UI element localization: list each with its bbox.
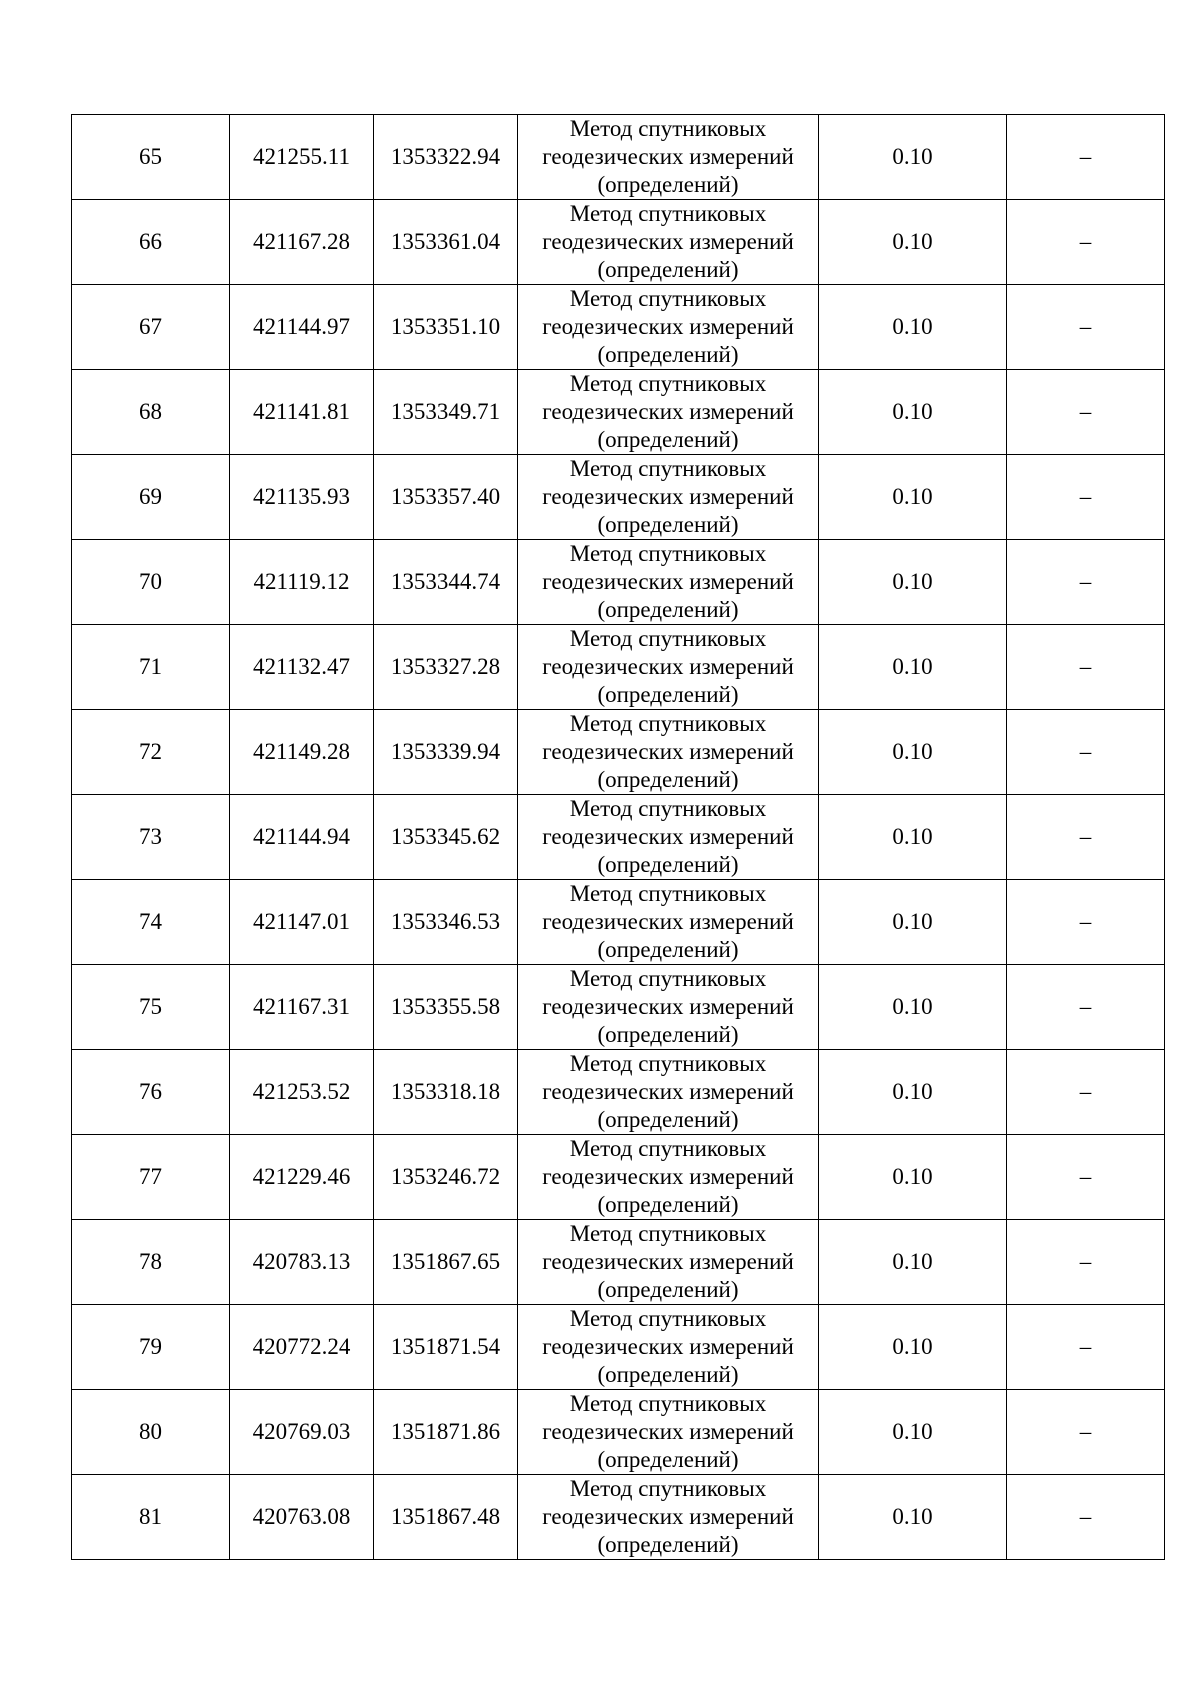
point-number-cell: 74 (72, 880, 230, 965)
method-line: геодезических измерений (542, 314, 794, 339)
note-cell: – (1007, 115, 1165, 200)
x-coordinate-cell: 421135.93 (230, 455, 374, 540)
accuracy-cell: 0.10 (819, 200, 1007, 285)
point-number-cell: 81 (72, 1475, 230, 1560)
point-number-cell: 79 (72, 1305, 230, 1390)
accuracy-cell: 0.10 (819, 1390, 1007, 1475)
table-row (72, 880, 1165, 965)
point-number-cell: 68 (72, 370, 230, 455)
y-coordinate-cell: 1353318.18 (374, 1050, 518, 1135)
method-cell (518, 880, 819, 965)
method-line: Метод спутниковых (569, 286, 767, 311)
method-line: геодезических измерений (542, 399, 794, 424)
note-cell: – (1007, 710, 1165, 795)
method-cell (518, 795, 819, 880)
method-cell (518, 1305, 819, 1390)
note-cell: – (1007, 370, 1165, 455)
method-cell (518, 115, 819, 200)
method-line: геодезических измерений (542, 1504, 794, 1529)
method-line: Метод спутниковых (569, 711, 767, 736)
y-coordinate-cell: 1353339.94 (374, 710, 518, 795)
method-line: Метод спутниковых (569, 626, 767, 651)
coordinates-table (71, 114, 1165, 1560)
note-cell: – (1007, 1305, 1165, 1390)
accuracy-cell: 0.10 (819, 1475, 1007, 1560)
table-row (72, 1305, 1165, 1390)
y-coordinate-cell: 1353327.28 (374, 625, 518, 710)
x-coordinate-cell: 421167.28 (230, 200, 374, 285)
method-line: (определений) (597, 1447, 739, 1472)
method-line: геодезических измерений (542, 654, 794, 679)
method-line: (определений) (597, 1192, 739, 1217)
table-row (72, 370, 1165, 455)
table-row (72, 200, 1165, 285)
method-line: геодезических измерений (542, 1334, 794, 1359)
method-line: (определений) (597, 172, 739, 197)
method-line: Метод спутниковых (569, 541, 767, 566)
method-cell (518, 965, 819, 1050)
method-cell (518, 540, 819, 625)
method-cell (518, 1135, 819, 1220)
method-line: геодезических измерений (542, 1164, 794, 1189)
table-row (72, 1390, 1165, 1475)
point-number-cell: 66 (72, 200, 230, 285)
method-line: Метод спутниковых (569, 1136, 767, 1161)
method-line: Метод спутниковых (569, 116, 767, 141)
method-line: (определений) (597, 427, 739, 452)
note-cell: – (1007, 540, 1165, 625)
method-line: (определений) (597, 512, 739, 537)
x-coordinate-cell: 421167.31 (230, 965, 374, 1050)
method-line: геодезических измерений (542, 144, 794, 169)
method-line: геодезических измерений (542, 1419, 794, 1444)
y-coordinate-cell: 1353351.10 (374, 285, 518, 370)
y-coordinate-cell: 1351871.54 (374, 1305, 518, 1390)
accuracy-cell: 0.10 (819, 115, 1007, 200)
method-cell (518, 370, 819, 455)
x-coordinate-cell: 421144.94 (230, 795, 374, 880)
note-cell: – (1007, 1220, 1165, 1305)
method-cell (518, 1050, 819, 1135)
method-line: (определений) (597, 1362, 739, 1387)
accuracy-cell: 0.10 (819, 880, 1007, 965)
method-line: Метод спутниковых (569, 1051, 767, 1076)
method-line: геодезических измерений (542, 229, 794, 254)
table-row (72, 540, 1165, 625)
y-coordinate-cell: 1353246.72 (374, 1135, 518, 1220)
x-coordinate-cell: 420772.24 (230, 1305, 374, 1390)
accuracy-cell: 0.10 (819, 1050, 1007, 1135)
point-number-cell: 67 (72, 285, 230, 370)
accuracy-cell: 0.10 (819, 285, 1007, 370)
accuracy-cell: 0.10 (819, 370, 1007, 455)
method-line: (определений) (597, 342, 739, 367)
y-coordinate-cell: 1353346.53 (374, 880, 518, 965)
method-cell (518, 710, 819, 795)
y-coordinate-cell: 1351871.86 (374, 1390, 518, 1475)
method-line: (определений) (597, 852, 739, 877)
y-coordinate-cell: 1353355.58 (374, 965, 518, 1050)
method-line: геодезических измерений (542, 1249, 794, 1274)
accuracy-cell: 0.10 (819, 710, 1007, 795)
method-line: (определений) (597, 1107, 739, 1132)
note-cell: – (1007, 1135, 1165, 1220)
point-number-cell: 77 (72, 1135, 230, 1220)
table-row (72, 1475, 1165, 1560)
coordinates-table-body (72, 115, 1165, 1560)
method-line: Метод спутниковых (569, 1221, 767, 1246)
method-line: Метод спутниковых (569, 371, 767, 396)
method-line: геодезических измерений (542, 739, 794, 764)
method-line: геодезических измерений (542, 484, 794, 509)
note-cell: – (1007, 285, 1165, 370)
table-row (72, 285, 1165, 370)
table-row (72, 115, 1165, 200)
accuracy-cell: 0.10 (819, 965, 1007, 1050)
y-coordinate-cell: 1353345.62 (374, 795, 518, 880)
table-row (72, 710, 1165, 795)
point-number-cell: 72 (72, 710, 230, 795)
accuracy-cell: 0.10 (819, 795, 1007, 880)
method-line: (определений) (597, 767, 739, 792)
x-coordinate-cell: 421253.52 (230, 1050, 374, 1135)
method-cell (518, 625, 819, 710)
table-row (72, 1135, 1165, 1220)
method-line: (определений) (597, 682, 739, 707)
y-coordinate-cell: 1351867.48 (374, 1475, 518, 1560)
method-line: Метод спутниковых (569, 881, 767, 906)
method-line: Метод спутниковых (569, 1306, 767, 1331)
accuracy-cell: 0.10 (819, 625, 1007, 710)
method-line: геодезических измерений (542, 909, 794, 934)
table-row (72, 1050, 1165, 1135)
note-cell: – (1007, 200, 1165, 285)
point-number-cell: 65 (72, 115, 230, 200)
x-coordinate-cell: 421144.97 (230, 285, 374, 370)
table-row (72, 795, 1165, 880)
x-coordinate-cell: 421229.46 (230, 1135, 374, 1220)
table-row (72, 965, 1165, 1050)
method-cell (518, 1475, 819, 1560)
x-coordinate-cell: 421132.47 (230, 625, 374, 710)
accuracy-cell: 0.10 (819, 1135, 1007, 1220)
method-cell (518, 1390, 819, 1475)
point-number-cell: 69 (72, 455, 230, 540)
x-coordinate-cell: 421149.28 (230, 710, 374, 795)
method-line: Метод спутниковых (569, 1391, 767, 1416)
point-number-cell: 75 (72, 965, 230, 1050)
point-number-cell: 76 (72, 1050, 230, 1135)
method-line: Метод спутниковых (569, 796, 767, 821)
x-coordinate-cell: 421255.11 (230, 115, 374, 200)
y-coordinate-cell: 1351867.65 (374, 1220, 518, 1305)
method-line: (определений) (597, 937, 739, 962)
x-coordinate-cell: 420769.03 (230, 1390, 374, 1475)
point-number-cell: 71 (72, 625, 230, 710)
method-line: (определений) (597, 1532, 739, 1557)
accuracy-cell: 0.10 (819, 455, 1007, 540)
point-number-cell: 73 (72, 795, 230, 880)
point-number-cell: 80 (72, 1390, 230, 1475)
x-coordinate-cell: 421147.01 (230, 880, 374, 965)
method-line: геодезических измерений (542, 569, 794, 594)
method-line: (определений) (597, 1277, 739, 1302)
table-row (72, 1220, 1165, 1305)
accuracy-cell: 0.10 (819, 1305, 1007, 1390)
note-cell: – (1007, 625, 1165, 710)
note-cell: – (1007, 1475, 1165, 1560)
y-coordinate-cell: 1353361.04 (374, 200, 518, 285)
y-coordinate-cell: 1353322.94 (374, 115, 518, 200)
note-cell: – (1007, 1050, 1165, 1135)
x-coordinate-cell: 421141.81 (230, 370, 374, 455)
x-coordinate-cell: 421119.12 (230, 540, 374, 625)
y-coordinate-cell: 1353357.40 (374, 455, 518, 540)
method-line: (определений) (597, 1022, 739, 1047)
method-line: Метод спутниковых (569, 456, 767, 481)
method-cell (518, 200, 819, 285)
y-coordinate-cell: 1353349.71 (374, 370, 518, 455)
point-number-cell: 78 (72, 1220, 230, 1305)
note-cell: – (1007, 965, 1165, 1050)
method-line: (определений) (597, 597, 739, 622)
method-cell (518, 455, 819, 540)
note-cell: – (1007, 1390, 1165, 1475)
table-row (72, 625, 1165, 710)
method-line: геодезических измерений (542, 994, 794, 1019)
method-line: (определений) (597, 257, 739, 282)
method-cell (518, 285, 819, 370)
method-line: геодезических измерений (542, 824, 794, 849)
accuracy-cell: 0.10 (819, 1220, 1007, 1305)
method-line: Метод спутниковых (569, 1476, 767, 1501)
table-row (72, 455, 1165, 540)
method-line: Метод спутниковых (569, 201, 767, 226)
x-coordinate-cell: 420763.08 (230, 1475, 374, 1560)
accuracy-cell: 0.10 (819, 540, 1007, 625)
method-line: Метод спутниковых (569, 966, 767, 991)
x-coordinate-cell: 420783.13 (230, 1220, 374, 1305)
note-cell: – (1007, 880, 1165, 965)
point-number-cell: 70 (72, 540, 230, 625)
method-cell (518, 1220, 819, 1305)
method-line: геодезических измерений (542, 1079, 794, 1104)
note-cell: – (1007, 455, 1165, 540)
note-cell: – (1007, 795, 1165, 880)
y-coordinate-cell: 1353344.74 (374, 540, 518, 625)
